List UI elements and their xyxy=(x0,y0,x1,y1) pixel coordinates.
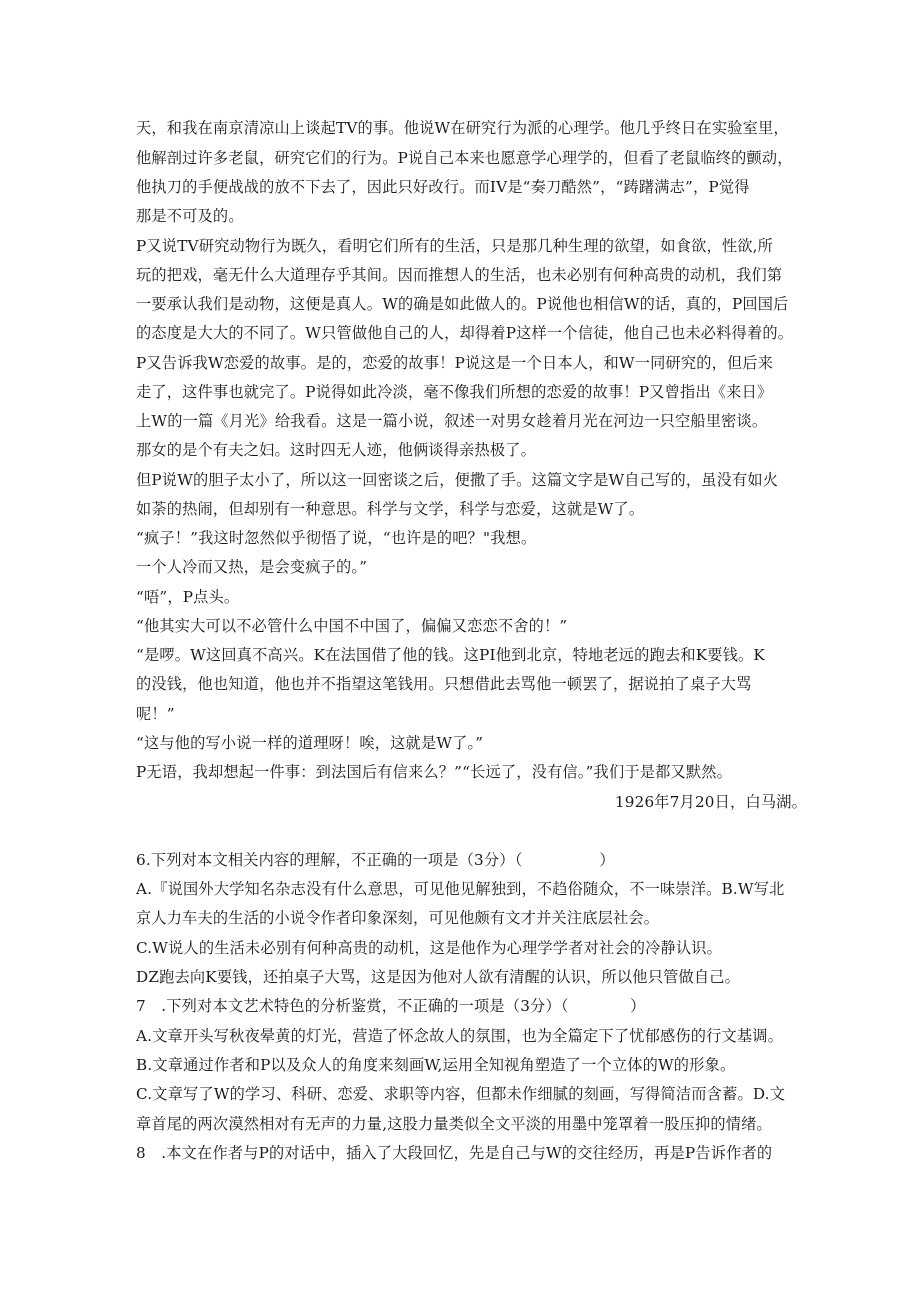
question-line: A.『说国外大学知名杂志没有什么意思，可见他见解独到，不趋俗随众，不一味崇洋。B.W写北 xyxy=(136,880,785,898)
question-line: 京人力车夫的生活的小说令作者印象深刻，可见他颇有文才并关注底层社会。 xyxy=(136,909,660,927)
passage-line: P又说TV研究动物行为既久，看明它们所有的生活，只是那几种生理的欲望，如食欲，性欲,所 xyxy=(136,237,774,255)
passage-line: “疯子！”我这时忽然似乎彻悟了说，“也许是的吧？"我想。 xyxy=(136,529,537,547)
passage-line: “唔”，P点头。 xyxy=(136,588,240,606)
question-line: B.文章通过作者和P以及众人的角度来刻画W,运用全知视角塑造了一个立体的W的形象。 xyxy=(136,1056,736,1074)
question-line: 7 .下列对本文艺术特色的分析鉴赏，不正确的一项是（3分）（ ） xyxy=(136,997,646,1015)
question-line: 8 .本文在作者与P的对话中，插入了大段回忆，先是自己与W的交往经历，再是P告诉作者的 xyxy=(136,1144,773,1162)
passage-line: 的没钱，他也知道，他也并不指望这笔钱用。只想借此去骂他一顿罢了，据说拍了桌子大骂 xyxy=(136,675,752,693)
passage-line: 他解剖过许多老鼠，研究它们的行为。P说自己本来也愿意学心理学的，但看了老鼠临终的颤动， xyxy=(136,149,793,167)
passage-line: 玩的把戏，毫无什么大道理存乎其间。因而推想人的生活，也未必别有何种高贵的动机，我们第 xyxy=(136,266,783,284)
passage-line: 一要承认我们是动物，这便是真人。W的确是如此做人的。P说他也相信W的话，真的，P回国后 xyxy=(136,295,789,313)
passage-line: 走了，这件事也就完了。P说得如此冷淡，毫不像我们所想的恋爱的故事！P又曾指出《来日》 xyxy=(136,383,773,401)
passage-line: P无语，我却想起一件事：到法国后有信来么？”“长远了，没有信。”我们于是都又默然。 xyxy=(136,763,733,781)
passage-line: 一个人冷而又热，是会变疯子的。” xyxy=(136,558,368,576)
passage-line: 上W的一篇《月光》给我看。这是一篇小说，叙述一对男女趁着月光在河边一只空船里密谈。 xyxy=(136,412,768,430)
passage-line: 如荼的热闹，但却别有一种意思。科学与文学，科学与恋爱，这就是W了。 xyxy=(136,500,645,518)
question-line: A.文章开头写秋夜晕黄的灯光，营造了怀念故人的氛围，也为全篇定下了忧郁感伤的行文基调。 xyxy=(136,1027,784,1045)
passage-line: 天，和我在南京清凉山上谈起TV的事。他说W在研究行为派的心理学。他几乎终日在实验室里， xyxy=(136,119,789,137)
question-line: C.文章写了W的学习、科研、恋爱、求职等内容，但都未作细腻的刻画，写得简洁而含蓄。D.文 xyxy=(136,1085,786,1103)
passage-line: P又告诉我W恋爱的故事。是的，恋爱的故事！P说这是一个日本人，和W一同研究的，但后来 xyxy=(136,354,774,372)
passage-line: 的态度是大大的不同了。W只管做他自己的人，却得着P这样一个信徒，他自己也未必料得着的。 xyxy=(136,324,794,342)
question-line: C.W说人的生活未必别有何种高贵的动机，这是他作为心理学学者对社会的冷静认识。 xyxy=(136,939,723,957)
question-line: 章首尾的两次漠然相对有无声的力量,这股力量类似全文平淡的用墨中笼罩着一股压抑的情绪。 xyxy=(136,1115,772,1133)
passage-line: “是啰。W这回真不高兴。K在法国借了他的钱。这PI他到北京，特地老远的跑去和K要钱。K xyxy=(136,646,765,664)
passage-line: “这与他的写小说一样的道理呀！唉，这就是W了。” xyxy=(136,734,484,752)
passage-line: 但P说W的胆子太小了，所以这一回密谈之后，便撒了手。这篇文字是W自己写的，虽没有如火 xyxy=(136,471,779,489)
date-signature: 1926年7月20日，白马湖。 xyxy=(614,793,807,811)
passage-line: 那是不可及的。 xyxy=(136,207,244,225)
question-line: DZ跑去向K要钱，还拍桌子大骂，这是因为他对人欲有清醒的认识，所以他只管做自己。 xyxy=(136,968,741,986)
passage-line: 那女的是个有夫之妇。这时四无人迹，他俩谈得亲热极了。 xyxy=(136,441,537,459)
question-line: 6.下列对本文相关内容的理解，不正确的一项是（3分）（ ） xyxy=(136,851,615,869)
passage-line: 他执刀的手便战战的放不下去了，因此只好改行。而IV是“奏刀酷然”，“踌躇满志”，P觉得 xyxy=(136,178,750,196)
passage-line: “他其实大可以不必管什么中国不中国了，偏偏又恋恋不舍的！” xyxy=(136,617,568,635)
passage-line: 呢！” xyxy=(136,705,175,723)
